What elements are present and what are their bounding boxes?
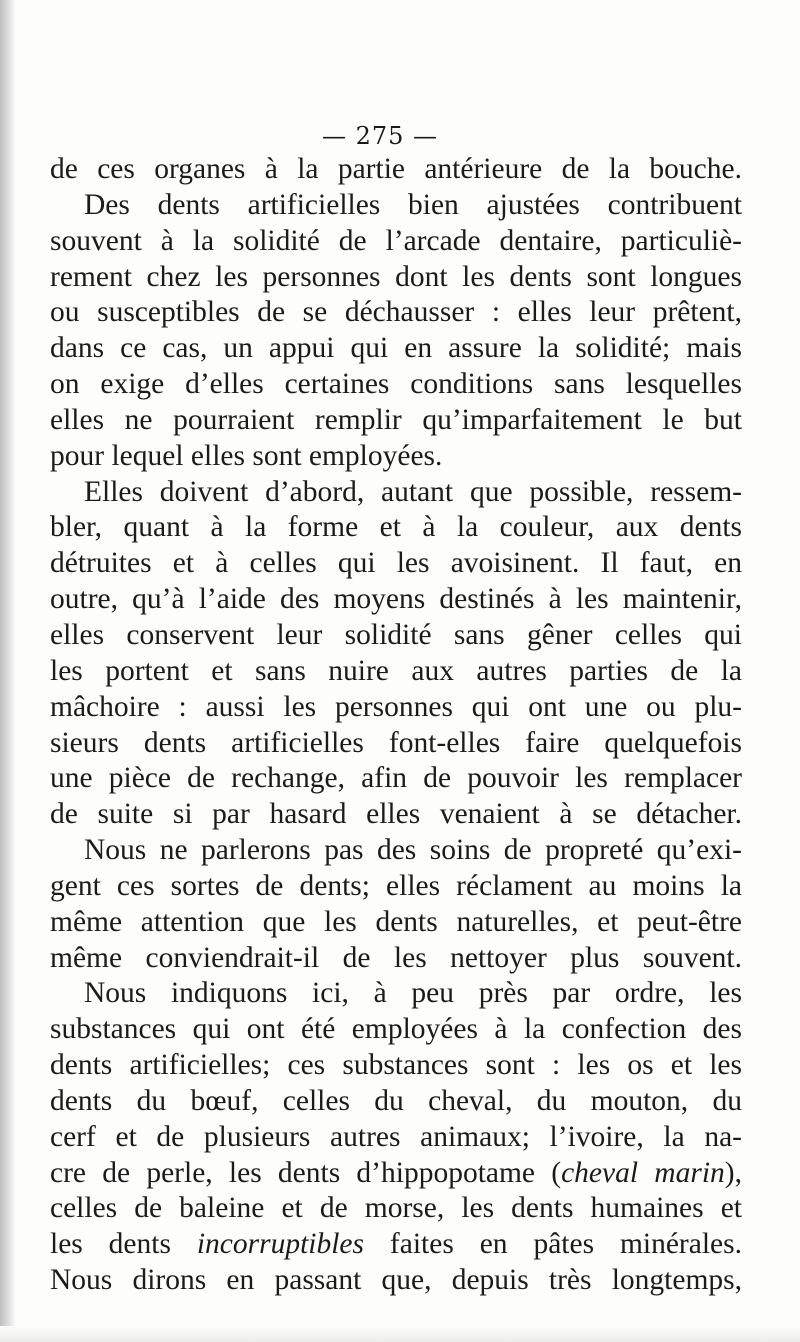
text-line: mâchoire : aussi les personnes qui ont une ou plu- — [50, 690, 742, 723]
text-line: gent ces sortes de dents; elles réclament au moins la — [50, 869, 742, 902]
text-line: cerf et de plusieurs autres animaux; l’ivoire, la na- — [50, 1120, 742, 1153]
text-segment: faites en pâtes minérales. — [364, 1228, 742, 1261]
text-line: sieurs dents artificielles font-elles faire quelquefois — [50, 726, 742, 759]
text-line: Elles doivent d’abord, autant que possible, ressem- — [84, 475, 742, 508]
text-segment: cre de perle, les dents d’hippopotame ( — [50, 1156, 562, 1189]
text-line: pour lequel elles sont employées. — [50, 439, 443, 472]
text-line — [50, 1156, 742, 1192]
text-line: même conviendrait-il de les nettoyer plus souvent. — [50, 941, 742, 974]
text-line — [50, 1227, 742, 1263]
text-line: Des dents artificielles bien ajustées contribuent — [84, 188, 742, 221]
text-line: Nous indiquons ici, à peu près par ordre, les — [84, 977, 742, 1010]
text-line: détruites et à celles qui les avoisinent. Il faut, en — [50, 547, 742, 580]
text-line: dents du bœuf, celles du cheval, du mouton, du — [50, 1084, 742, 1117]
text-line: elles ne pourraient remplir qu’imparfaitement le but — [50, 403, 742, 436]
text-line: Nous dirons en passant que, depuis très longtemps, — [50, 1264, 742, 1297]
text-line: substances qui ont été employées à la confection des — [50, 1013, 742, 1046]
text-line: souvent à la solidité de l’arcade dentaire, particuliè- — [50, 224, 742, 257]
text-line: celles de baleine et de morse, les dents humaines et — [50, 1192, 742, 1225]
text-line: bler, quant à la forme et à la couleur, aux dents — [50, 511, 742, 544]
text-line: de ces organes à la partie antérieure de la bouche. — [50, 153, 742, 185]
text-line: dans ce cas, un appui qui en assure la solidité; mais — [50, 332, 742, 365]
text-line: ou susceptibles de se déchausser : elles leur prêtent, — [50, 296, 742, 329]
italic-text: incorruptibles — [196, 1228, 365, 1261]
page-number: — 275 — — [321, 122, 439, 150]
text-line: elles conservent leur solidité sans gêner celles qui — [50, 618, 742, 651]
text-line: on exige d’elles certaines conditions sans lesquelles — [50, 368, 742, 401]
text-line: outre, qu’à l’aide des moyens destinés à les maintenir, — [50, 583, 742, 616]
text-line: rement chez les personnes dont les dents sont longues — [50, 260, 742, 293]
text-line: Nous ne parlerons pas des soins de propreté qu’exi- — [84, 834, 742, 867]
text-line: les portent et sans nuire aux autres parties de la — [50, 654, 742, 687]
text-line: même attention que les dents naturelles, et peut-être — [50, 905, 742, 938]
italic-text: cheval marin — [561, 1156, 725, 1189]
page-gutter-shadow — [0, 0, 16, 1342]
page-bottom-edge — [0, 1326, 800, 1342]
text-line: dents artificielles; ces substances sont : les os et les — [50, 1049, 742, 1082]
text-line: de suite si par hasard elles venaient à se détacher. — [50, 798, 742, 831]
text-line: une pièce de rechange, afin de pouvoir les remplacer — [50, 762, 742, 795]
text-segment: les dents — [50, 1228, 197, 1261]
body-text — [50, 152, 742, 1299]
text-segment: ), — [724, 1156, 742, 1189]
